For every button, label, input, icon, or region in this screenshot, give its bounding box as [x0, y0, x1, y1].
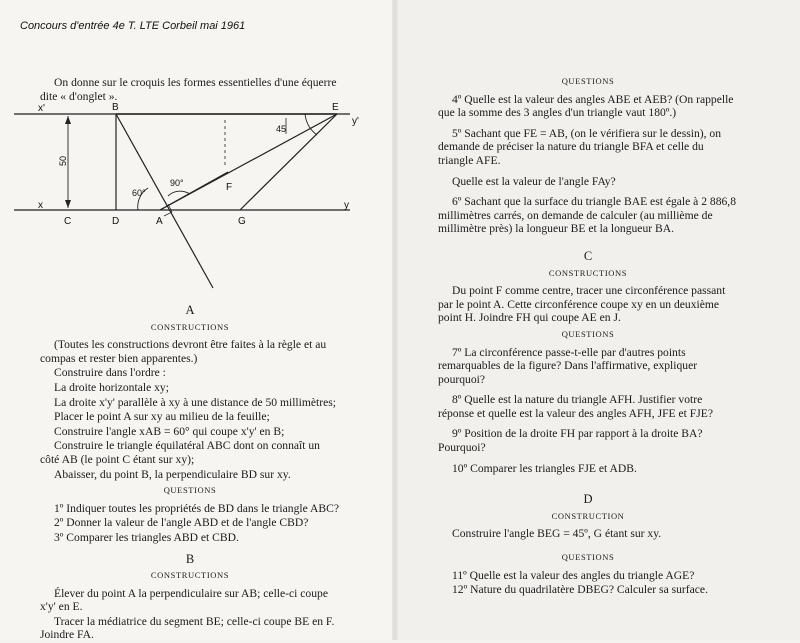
exam-header: Concours d'entrée 4e T. LTE Corbeil mai 1961	[20, 20, 246, 32]
section-d-questions-title: QUESTIONS	[561, 552, 615, 563]
question-item: 3º Comparer les triangles ABD et CBD.	[54, 530, 239, 544]
label-d: D	[112, 216, 120, 227]
question-item: Quelle est la valeur de l'angle FAy?	[452, 174, 616, 188]
section-a-line: Abaisser, du point B, la perpendiculaire BD sur xy.	[54, 467, 291, 481]
section-a-line: Construire l'angle xAB = 60° qui coupe x'y' en B;	[54, 424, 285, 438]
section-d-letter: D	[583, 492, 593, 507]
label-x-prime: x'	[38, 103, 45, 114]
question-item: 2º Donner la valeur de l'angle ABD et de l'angle CBD?	[54, 516, 309, 530]
label-a: A	[156, 216, 163, 227]
section-a-line: Construire dans l'ordre :	[54, 366, 166, 380]
section-a-constructions-title: CONSTRUCTIONS	[150, 321, 230, 332]
questions-b-title: QUESTIONS	[561, 76, 615, 86]
section-a	[40, 296, 340, 643]
section-d-construction-title: CONSTRUCTION	[551, 510, 625, 521]
label-x: x	[38, 200, 43, 211]
label-angle-45: 45	[276, 124, 287, 134]
question-item: 5º Sachant que FE = AB, (on le vérifiera sur le dessin), on demande de préciser la nature du triangle BFA et celle du triangle AFE.	[438, 126, 721, 167]
section-a-questions-title: QUESTIONS	[163, 485, 217, 496]
section-b-line: Élever du point A la perpendiculaire sur AB; celle-ci coupe x'y' en E.	[40, 586, 328, 614]
section-a-letter: A	[185, 303, 195, 317]
section-c-letter: C	[583, 248, 593, 263]
section-a-line: Placer le point A sur xy au milieu de la feuille;	[54, 410, 270, 424]
question-item: 6º Sachant que la surface du triangle BAE est égale à 2 886,8 millimètres carrés, on demande de calculer (au millième de millimètre près) la longueur BE et la longueur BA.	[438, 195, 737, 236]
section-b-letter: B	[185, 551, 195, 566]
section-c-construction: Du point F comme centre, tracer une circonférence passant par le point A. Cette circonférence coupe xy en un deuxième point H. Joindre FH qui coupe AE en J.	[438, 284, 726, 325]
right-column	[438, 72, 738, 598]
label-angle-90: 90°	[170, 178, 184, 188]
section-b-line: Tracer la médiatrice du segment BE; celle-ci coupe BE en F. Joindre FA.	[40, 614, 335, 642]
question-item: 10º Comparer les triangles FJE et ADB.	[452, 461, 637, 475]
section-c-questions-title: QUESTIONS	[561, 328, 615, 339]
section-d-construction: Construire l'angle BEG = 45º, G étant sur xy.	[452, 527, 662, 541]
section-c-construction-title: CONSTRUCTIONS	[548, 267, 628, 278]
label-dim-50: 50	[58, 155, 68, 166]
section-a-line: (Toutes les constructions devront être faites à la règle et au compas et rester bien apparentes.)	[40, 338, 327, 365]
section-b-constructions-title: CONSTRUCTIONS	[150, 570, 230, 581]
question-item: 1º Indiquer toutes les propriétés de BD dans le triangle ABC?	[54, 501, 340, 515]
label-e: E	[332, 102, 339, 113]
section-a-line: Construire le triangle équilatéral ABC dont on connaît un côté AB (le point C étant sur xy);	[40, 439, 320, 466]
section-a-line: La droite x'y' parallèle à xy à une distance de 50 millimètres;	[54, 395, 337, 409]
question-item: 8º Quelle est la nature du triangle AFH. Justifier votre réponse et quelle est la valeur des angles AFH, JFE et FJE?	[438, 393, 713, 420]
question-item: 9º Position de la droite FH par rapport à la droite BA? Pourquoi?	[438, 427, 703, 455]
intro-paragraph: On donne sur le croquis les formes essentielles d'une équerre dite « d'onglet ».	[40, 76, 337, 103]
label-y: y	[344, 200, 349, 211]
label-g: G	[238, 216, 246, 227]
question-item: 7º La circonférence passe-t-elle par d'autres points remarquables de la figure? Dans l'affirmative, expliquer pourquoi?	[438, 345, 698, 386]
label-y-prime: y'	[352, 116, 359, 127]
question-item: 12º Nature du quadrilatère DBEG? Calculer sa surface.	[452, 583, 708, 597]
book-gutter	[392, 0, 398, 640]
label-angle-60: 60°	[132, 188, 146, 198]
label-f: F	[226, 182, 233, 193]
geometry-figure	[0, 100, 392, 300]
section-a-line: La droite horizontale xy;	[54, 380, 169, 394]
question-item: 4º Quelle est la valeur des angles ABE et AEB? (On rappelle que la somme des 3 angles d'un triangle vaut 180º.)	[438, 92, 734, 120]
label-b: B	[112, 102, 119, 113]
label-c: C	[64, 216, 72, 227]
question-item: 11º Quelle est la valeur des angles du triangle AGE?	[452, 568, 695, 582]
